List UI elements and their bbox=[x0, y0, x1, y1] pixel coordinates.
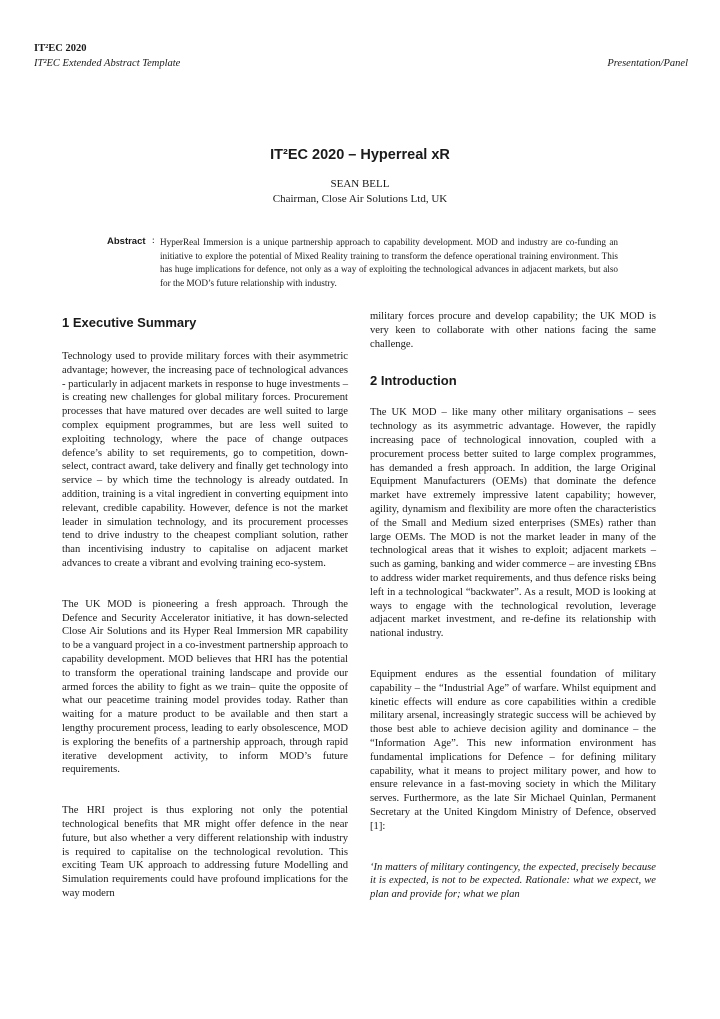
left-column bbox=[62, 310, 348, 901]
category-label: Presentation/Panel bbox=[607, 58, 688, 69]
paragraph: The HRI project is thus exploring not only the potential technological benefits that MR might offer defence in the near future, but also whether a very different relationship with industry is required to capitalise on the technological revolution. This exciting Team UK approach to addressing future Modelling and Simulation requirements could have profound implications for the way modern bbox=[62, 805, 348, 899]
paragraph: The UK MOD – like many other military organisations – sees technology as its asymmetric advantage. However, the rapidly increasing pace of technological innovation, coupled with a procurement process better suited to large complex programmes, has demanded a fresh approach. In addition, the large Original Equipment Manufacturers (OEMs) that dominate the defence market have extremely impressive latent capability; however, agility, dynamism and flexibility are more often the characteristics of the Small and Medium sized enterprises (SMEs) rather than large OEMs. The MOD is not the market leader in many of the technological areas that it wishes to exploit; adjacent markets – such as gaming, banking and wider commerce – are investing £Bns to address wider market requirements, and thus defence risks being left in a technological “backwater”. As a result, MOD is looking at ways to engage with the technological revolution, leverage adjacent market investment, and re-define its relationship with national industry. bbox=[370, 407, 656, 640]
quotation: ‘In matters of military contingency, the expected, precisely because it is expected, is not to be expected. Rationale: what we expect, we plan and provide for; what we plan bbox=[370, 861, 656, 901]
author-name: SEAN BELL bbox=[330, 178, 390, 190]
paragraph: Equipment endures as the essential foundation of military capability – the “Industrial Age” of warfare. Whilst equipment and kinetic effects will endure as core capabilities within a credible military arsenal, increasingly strategic success will be achieved by those best able to achieve decision agility and dominance – the “Information Age”. This new information environment has fundamental implications for Defence – for defining military capability, what it means to project military power, and how to ensure relevance in a fast-moving society in which the Military serves. Furthermore, as the late Sir Michael Quinlan, Permanent Secretary at the United Kingdom Ministry of Defence, observed [1]: bbox=[370, 668, 656, 832]
abstract-colon: : bbox=[152, 236, 155, 246]
conference-name: IT²EC 2020 bbox=[34, 43, 87, 54]
author-affiliation: Chairman, Close Air Solutions Ltd, UK bbox=[272, 193, 448, 205]
paragraph: The UK MOD is pioneering a fresh approach. Through the Defence and Security Accelerator initiative, it has down-selected Close Air Solutions and its Hyper Real Immersion MR capability to be a vanguard project in a co-investment partnership approach to capability development. MOD believes that HRI has the potential to transform the operational training landscape and provide our armed forces the ability to fight as we train– quite the opposite of what our peacetime training model provides today. Rather than waiting for a mature product to be available and then start a lengthy procurement process, leading to early obsolescence, MOD is exploring the benefits of a partnership approach, through rapid iterative development activity, to inform MOD’s future requirements. bbox=[62, 598, 348, 776]
paragraph: Technology used to provide military forces with their asymmetric advantage; however, the increasing pace of technological advances - particularly in adjacent markets in response to huge investments – is creating new challenges for global military forces. Procurement processes that have matured over decades are well suited to large complex equipment programmes, but are less well suited to exploiting technology, where the pace of change outpaces defence’s ability to set requirements, go to competition, down-select, contract award, take delivery and finally get technology into service – by which time the technology is already outdated. In addition, training is a vital ingredient in converting equipment into relevant, credible capability. However, defence is not the market leader in simulation technology, and its procurement processes tend to drive industry to the cheapest compliant solution, rather than incentivising industry to capitalise on adjacent market advances to create a vibrant and evolving training eco-system. bbox=[62, 351, 348, 569]
paragraph: military forces procure and develop capability; the UK MOD is very keen to collaborate with other nations facing the same challenge. bbox=[370, 311, 656, 350]
section-heading-introduction: 2 Introduction bbox=[370, 373, 457, 389]
paper-title: IT²EC 2020 – Hyperreal xR bbox=[270, 147, 450, 163]
right-column bbox=[370, 310, 656, 902]
template-name: IT²EC Extended Abstract Template bbox=[34, 58, 181, 69]
section-heading-executive-summary: 1 Executive Summary bbox=[62, 315, 197, 330]
abstract-text: HyperReal Immersion is a unique partnership approach to capability development. MOD and industry are co-funding an initiative to explore the potential of Mixed Reality training to transform the defence operational training environment. This has huge implications for defence, not only as a way of exploiting the technological advances in adjacent markets, but also for the MOD’s future relationship with industry. bbox=[160, 237, 618, 288]
abstract-label: Abstract bbox=[107, 236, 146, 247]
